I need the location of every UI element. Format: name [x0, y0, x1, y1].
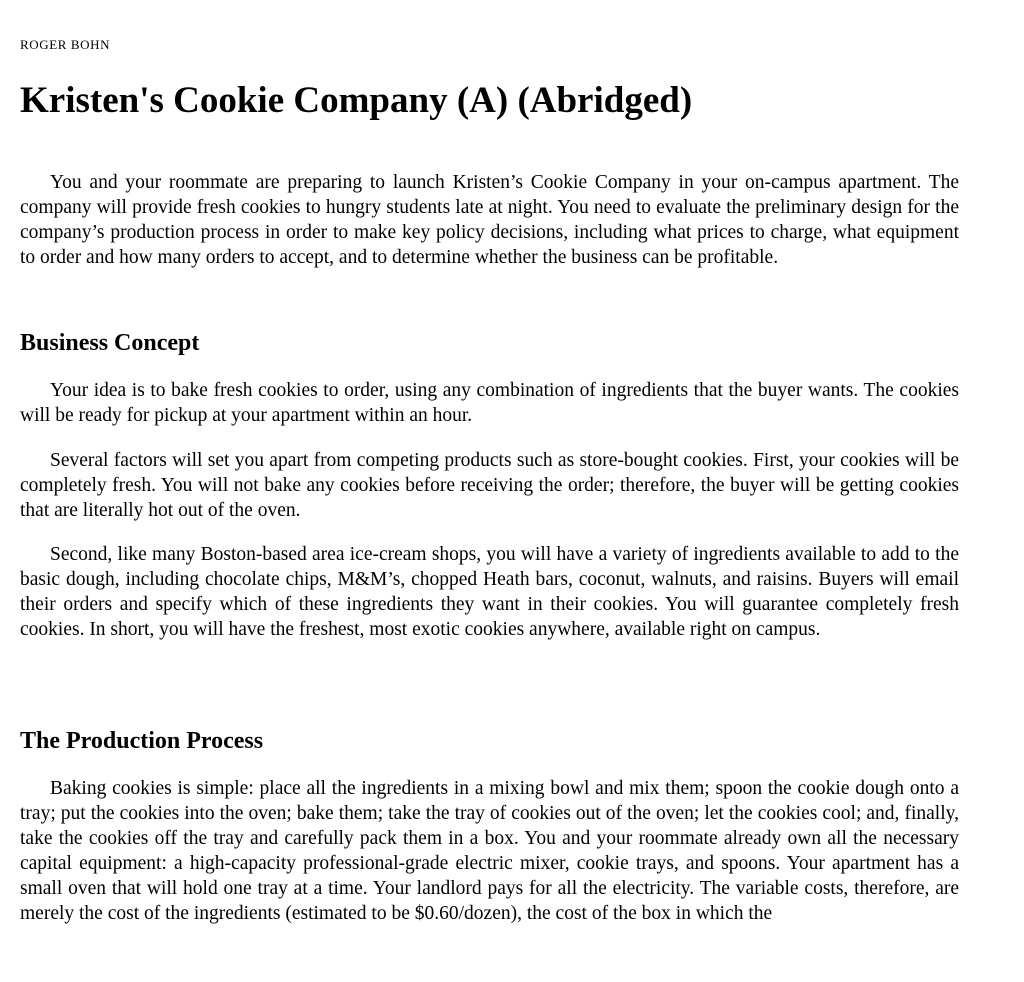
intro-paragraph: You and your roommate are preparing to launch Kristen’s Cookie Company in your on-campus apartment. The company will provide fresh cookies to hungry students late at night. You need to evaluate the preliminary design for the company’s production process in order to make key policy decisions, including what prices to charge, what equipment to order and how many orders to accept, and to determine whether the business can be profitable. — [20, 172, 959, 268]
section-heading-production-process: The Production Process — [20, 728, 264, 754]
document-title: Kristen's Cookie Company (A) (Abridged) — [20, 80, 693, 121]
section-heading-business-concept: Business Concept — [20, 330, 200, 356]
business-concept-paragraph-2: Several factors will set you apart from competing products such as store-bought cookies. First, your cookies will be completely fresh. You will not bake any cookies before receiving the order; therefore, the buyer will be getting cookies that are literally hot out of the oven. — [20, 450, 959, 521]
business-concept-paragraph-1: Your idea is to bake fresh cookies to order, using any combination of ingredients that the buyer wants. The cookies will be ready for pickup at your apartment within an hour. — [20, 380, 959, 426]
production-process-paragraph-1: Baking cookies is simple: place all the ingredients in a mixing bowl and mix them; spoon the cookie dough onto a tray; put the cookies into the oven; bake them; take the tray of cookies out of the oven; let the cookies cool; and, finally, take the cookies off the tray and carefully pack them in a box. You and your roommate already own all the necessary capital equipment: a high-capacity professional-grade electric mixer, cookie trays, and spoons. Your apartment has a small oven that will hold one tray at a time. Your landlord pays for all the electricity. The variable costs, therefore, are merely the cost of the ingredients (estimated to be $0.60/dozen), the cost of the box in which the — [20, 778, 959, 924]
author-name: ROGER BOHN — [20, 37, 111, 52]
business-concept-paragraph-3: Second, like many Boston-based area ice-cream shops, you will have a variety of ingredients available to add to the basic dough, including chocolate chips, M&M’s, chopped Heath bars, coconut, walnuts, and raisins. Buyers will email their orders and specify which of these ingredients they want in their cookies. You will guarantee completely fresh cookies. In short, you will have the freshest, most exotic cookies anywhere, available right on campus. — [20, 544, 959, 640]
